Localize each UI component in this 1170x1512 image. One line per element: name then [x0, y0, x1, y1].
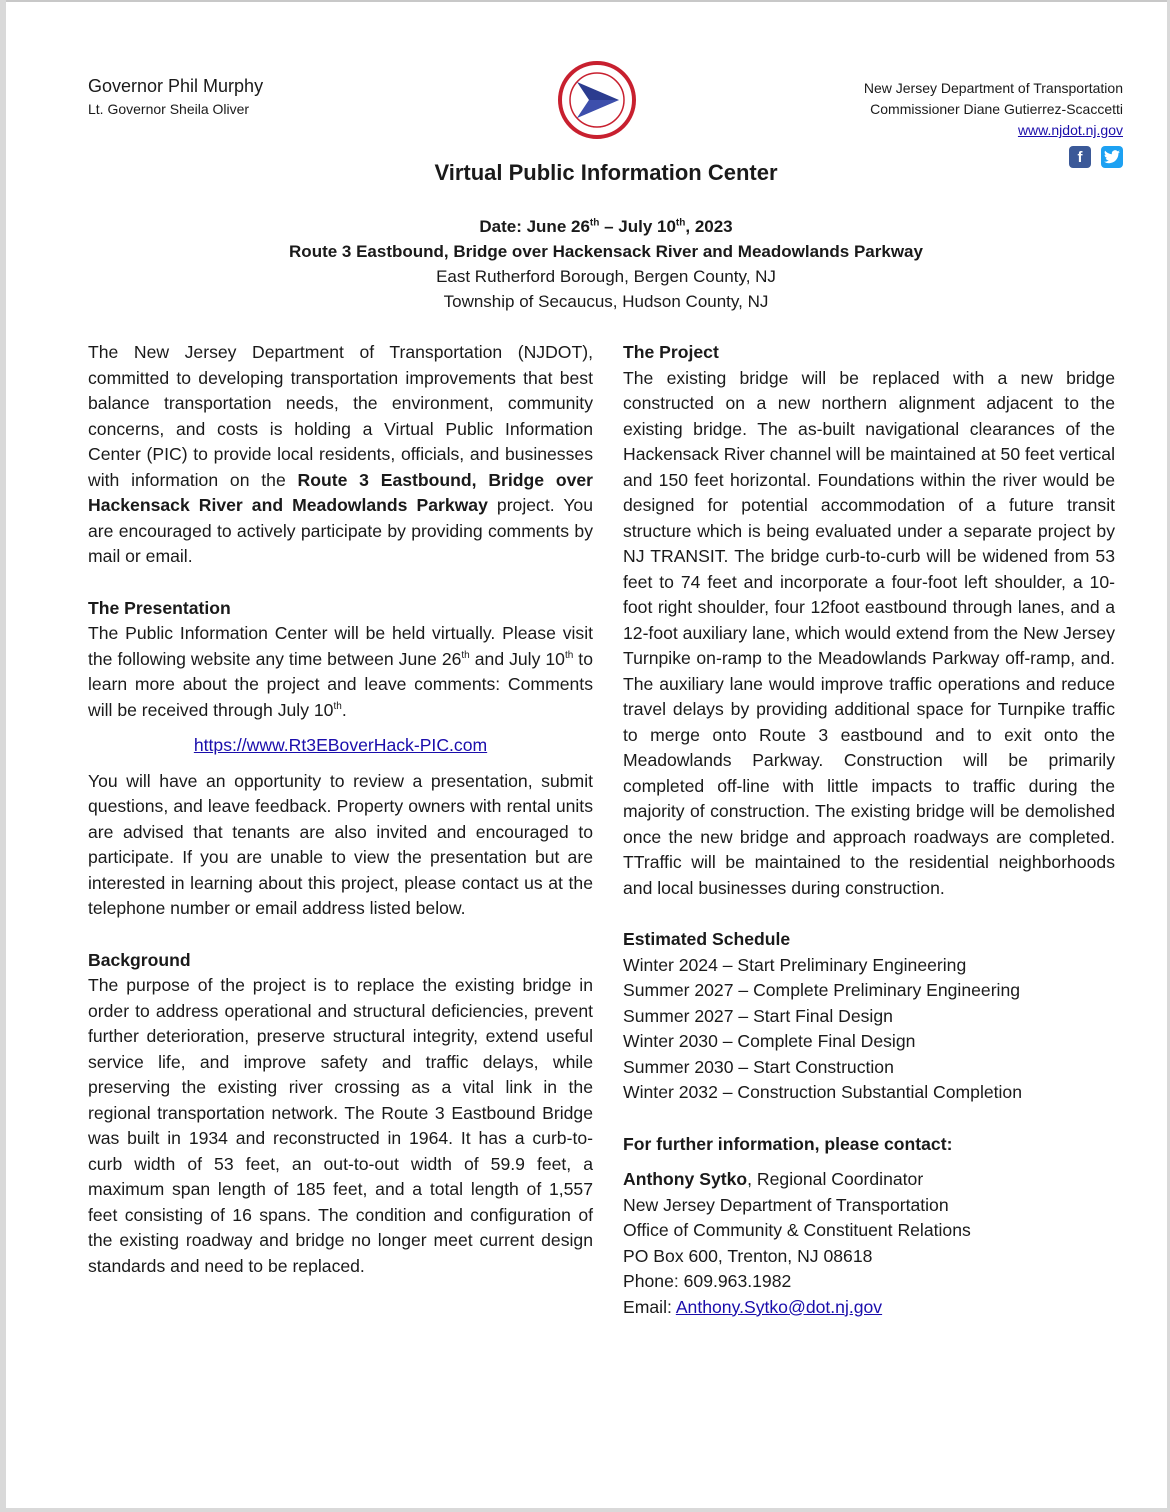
contact-name-line: Anthony Sytko, Regional Coordinator [623, 1169, 924, 1189]
lt-governor-name: Lt. Governor Sheila Oliver [88, 101, 250, 117]
page-border-bottom [0, 1508, 1170, 1512]
schedule-item: Winter 2024 – Start Preliminary Engineering [623, 954, 967, 975]
presentation-body: You will have an opportunity to review a presentation, submit questions, and leave feedback. Property owners with rental units are advised that tenants are also invited and encouraged to participate. If you are unable to view the presentation but are interested in learning about this project, please contact us at the telephone number or email address listed below. [88, 770, 593, 918]
header-left [88, 74, 263, 120]
contact-email-link[interactable]: Anthony.Sytko@dot.nj.gov [675, 1296, 883, 1317]
facebook-icon[interactable]: f [1069, 146, 1091, 168]
njdot-logo [557, 60, 637, 140]
contact-org: New Jersey Department of Transportation [623, 1194, 949, 1215]
project-paragraph: The existing bridge will be replaced with a new bridge constructed on a new northern alignment adjacent to the existing bridge. The as-built navigational clearances of the Hackensack River channel will be maintained at 50 feet vertical and 150 feet horizontal. Foundations within the river would be designed for potential accommodation of a future transit structure which is being evaluated under a separate project by NJ TRANSIT. The bridge curb-to-curb will be widened from 53 feet to 74 feet and incorporate a four-foot left shoulder, a 10-foot right shoulder, four 12foot eastbound through lanes, and a 12-foot auxiliary lane, which would extend from the New Jersey Turnpike on-ramp to the Meadowlands Parkway off-ramp, and. The auxiliary lane would improve traffic operations and reduce travel delays by providing additional space for Turnpike traffic to merge onto Route 3 eastbound and to exit onto the Meadowlands Parkway. Construction will be primarily completed off-line with little impacts to traffic during the majority of construction. The existing bridge will be demolished once the new bridge and approach roadways are completed. TTraffic will be maintained to the residential neighborhoods and local businesses during construction. [623, 367, 1115, 898]
governor-name: Governor Phil Murphy [88, 76, 264, 96]
contact-block [623, 1132, 1115, 1321]
contact-address: PO Box 600, Trenton, NJ 08618 [623, 1245, 873, 1266]
right-column [623, 340, 1115, 1320]
header-right [864, 78, 1123, 141]
page-border-top [0, 0, 1170, 2]
location-1: East Rutherford Borough, Bergen County, NJ [436, 267, 776, 286]
schedule-item: Winter 2030 – Complete Final Design [623, 1031, 916, 1051]
event-date: Date: June 26th – July 10th, 2023 [479, 217, 733, 236]
background-paragraph: The purpose of the project is to replace the existing bridge in order to address operational and structural deficiencies, prevent further deterioration, preserve structural integrity, extend useful service life, and improve safety and traffic delays, while preserving the existing river crossing as a vital link in the regional transportation network. The Route 3 Eastbound Bridge was built in 1934 and reconstructed in 1964. It has a curb-to-curb width of 53 feet, an out-to-out width of 59.9 feet, a maximum span length of 185 feet, and a total length of 1,557 feet consisting of 16 spans. The condition and configuration of the existing roadway and bridge no longer meet current design standards and need to be replaced. [88, 975, 593, 1276]
contact-email-line: Email: Anthony.Sytko@dot.nj.gov [623, 1296, 883, 1317]
schedule-item: Summer 2027 – Start Final Design [623, 1005, 893, 1026]
background-heading: Background [88, 949, 191, 970]
location-2: Township of Secaucus, Hudson County, NJ [443, 292, 769, 311]
contact-phone: Phone: 609.963.1982 [623, 1271, 792, 1291]
page-title: Virtual Public Information Center [434, 160, 778, 185]
pic-website-link[interactable]: https://www.Rt3EBoverHack-PIC.com [193, 735, 488, 755]
presentation-heading: The Presentation [88, 597, 231, 618]
commissioner-name: Commissioner Diane Gutierrez-Scaccetti [870, 101, 1123, 117]
schedule-item: Summer 2030 – Start Construction [623, 1056, 894, 1077]
intro-paragraph: The New Jersey Department of Transportation (NJDOT), committed to developing transportation improvements that best balance transportation needs, the environment, community concerns, and costs is holding a Virtual Public Information Center (PIC) to provide local residents, officials, and businesses with information on the Route 3 Eastbound, Bridge over Hackensack River and Meadowlands Parkway project. You are encouraged to actively participate by providing comments by mail or email. [88, 342, 594, 566]
agency-name: New Jersey Department of Transportation [863, 80, 1123, 96]
schedule-item: Winter 2032 – Construction Substantial Completion [623, 1082, 1023, 1102]
schedule-heading: Estimated Schedule [623, 929, 791, 949]
left-column [88, 340, 593, 1279]
presentation-paragraph: The Public Information Center will be held virtually. Please visit the following website any time between June 26th and July 10th to learn more about the project and leave comments: Comments will be received through July 10th. [88, 623, 593, 720]
schedule-list [623, 953, 1115, 1106]
project-name: Route 3 Eastbound, Bridge over Hackensack River and Meadowlands Parkway [289, 242, 923, 261]
website-link[interactable]: www.njdot.nj.gov [1017, 122, 1123, 138]
contact-heading: For further information, please contact: [623, 1133, 953, 1154]
contact-office: Office of Community & Constituent Relations [623, 1220, 971, 1240]
schedule-item: Summer 2027 – Complete Preliminary Engineering [623, 980, 1021, 1000]
project-heading: The Project [623, 342, 719, 362]
event-subheader [0, 214, 1170, 314]
